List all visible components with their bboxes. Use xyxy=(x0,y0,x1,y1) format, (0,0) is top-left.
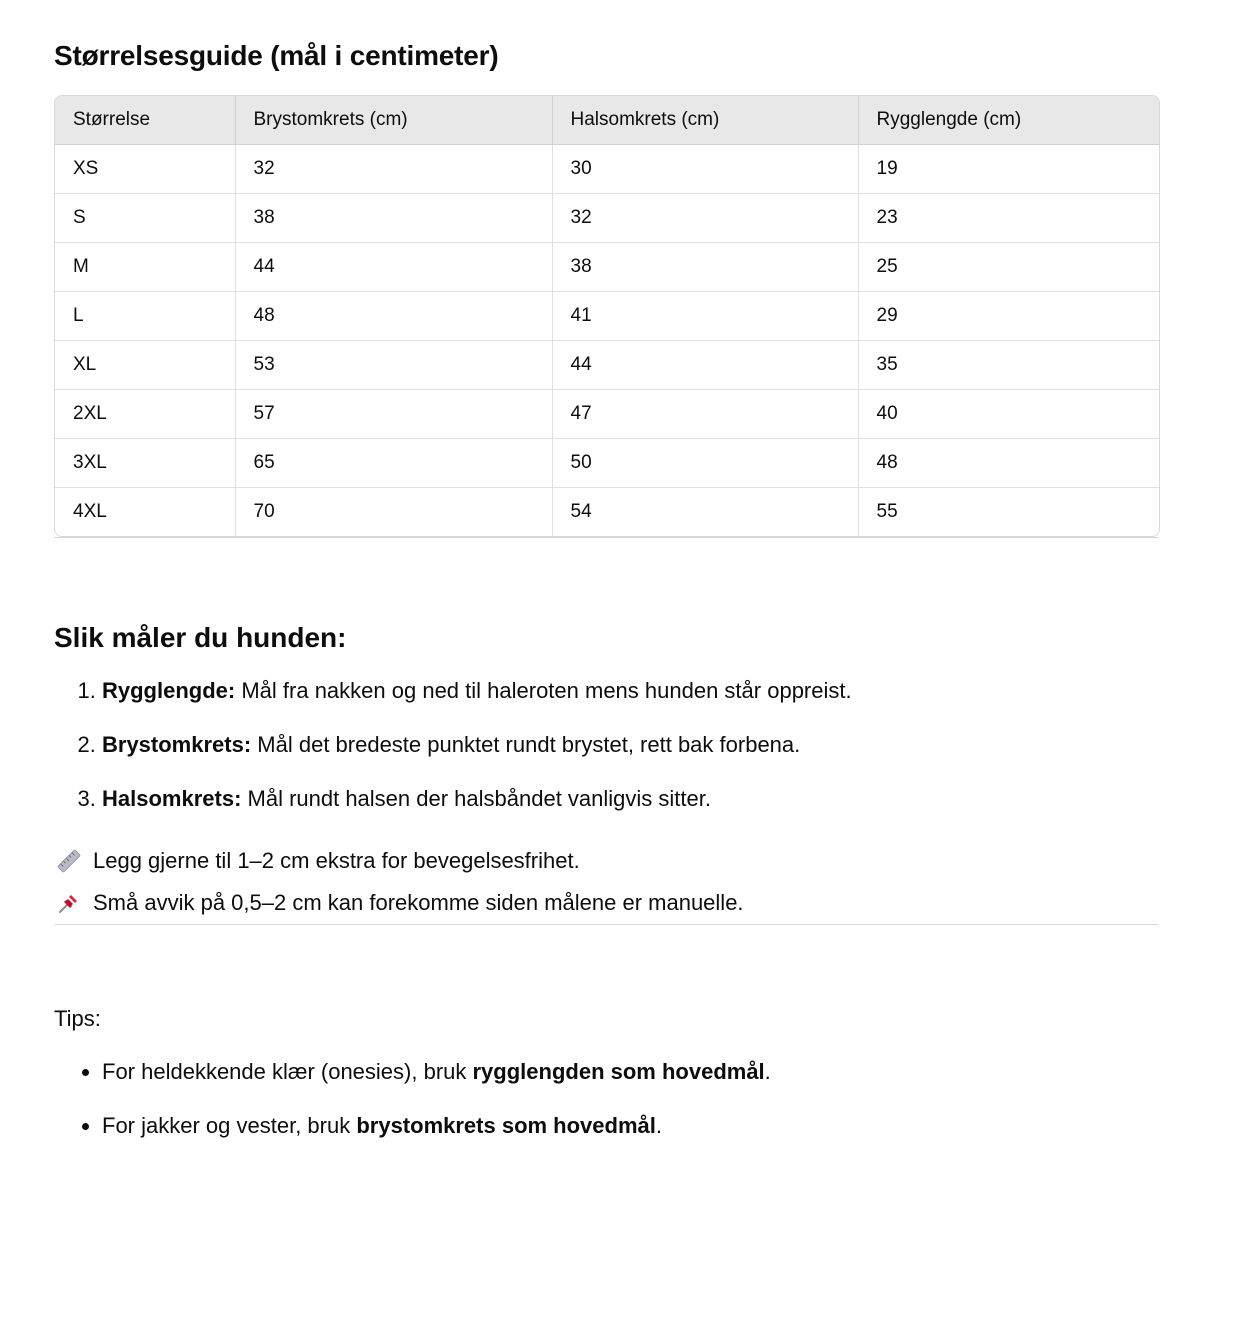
tip-item xyxy=(102,1111,1158,1141)
cell-chest: 44 xyxy=(235,243,552,292)
table-header-row xyxy=(55,96,1159,145)
cell-size: XS xyxy=(55,145,235,194)
cell-neck: 30 xyxy=(552,145,858,194)
step-label: Rygglengde: xyxy=(102,678,236,703)
table-row xyxy=(55,439,1159,488)
cell-size: 3XL xyxy=(55,439,235,488)
step-text: Mål fra nakken og ned til haleroten mens hunden står oppreist. xyxy=(235,678,852,703)
tip-emphasis: brystomkrets som hovedmål xyxy=(356,1113,656,1138)
cell-size: 2XL xyxy=(55,390,235,439)
cell-size: 4XL xyxy=(55,488,235,537)
header-neck: Halsomkrets (cm) xyxy=(552,96,858,145)
header-size: Størrelse xyxy=(55,96,235,145)
cell-size: L xyxy=(55,292,235,341)
measure-step xyxy=(102,676,1158,706)
measure-steps-list xyxy=(54,676,1158,814)
measure-step xyxy=(102,784,1158,814)
cell-neck: 54 xyxy=(552,488,858,537)
table-row xyxy=(55,488,1159,537)
table-row xyxy=(55,292,1159,341)
size-table xyxy=(55,96,1159,536)
tip-emphasis: rygglengden som hovedmål xyxy=(472,1059,765,1084)
page-title: Størrelsesguide (mål i centimeter) xyxy=(54,40,499,71)
table-row xyxy=(55,194,1159,243)
note-text: Legg gjerne til 1–2 cm ekstra for bevegelsesfrihet. xyxy=(93,848,580,873)
tips-label: Tips: xyxy=(54,1006,101,1031)
table-row xyxy=(55,243,1159,292)
step-text: Mål det bredeste punktet rundt brystet, rett bak forbena. xyxy=(251,732,801,757)
header-back-length: Rygglengde (cm) xyxy=(858,96,1159,145)
cell-chest: 38 xyxy=(235,194,552,243)
table-row xyxy=(55,390,1159,439)
cell-neck: 32 xyxy=(552,194,858,243)
measure-heading: Slik måler du hunden: xyxy=(54,622,347,653)
cell-back-length: 19 xyxy=(858,145,1159,194)
tip-text: For jakker og vester, bruk xyxy=(102,1113,357,1138)
step-text: Mål rundt halsen der halsbåndet vanligvis sitter. xyxy=(241,786,711,811)
cell-back-length: 55 xyxy=(876,501,898,522)
cell-back-length: 25 xyxy=(858,243,1159,292)
cell-chest: 65 xyxy=(235,439,552,488)
cell-neck: 38 xyxy=(552,243,858,292)
cell-size: S xyxy=(55,194,235,243)
cell-back-length: 29 xyxy=(858,292,1159,341)
cell-chest: 53 xyxy=(235,341,552,390)
divider xyxy=(54,924,1158,925)
size-table-container xyxy=(54,95,1160,537)
tip-text: For heldekkende klær (onesies), bruk xyxy=(102,1059,473,1084)
cell-chest: 32 xyxy=(235,145,552,194)
table-row xyxy=(55,341,1159,390)
cell-chest: 57 xyxy=(235,390,552,439)
header-chest: Brystomkrets (cm) xyxy=(235,96,552,145)
cell-neck: 41 xyxy=(552,292,858,341)
cell-neck: 50 xyxy=(552,439,858,488)
divider xyxy=(54,537,1158,538)
cell-neck: 44 xyxy=(552,341,858,390)
step-label: Halsomkrets: xyxy=(102,786,242,811)
table-row xyxy=(55,145,1159,194)
measure-step xyxy=(102,730,1158,760)
cell-chest: 70 xyxy=(235,488,552,537)
cell-size: XL xyxy=(55,341,235,390)
note-item xyxy=(54,840,1158,882)
note-text: Små avvik på 0,5–2 cm kan forekomme siden målene er manuelle. xyxy=(93,890,744,915)
cell-neck: 47 xyxy=(552,390,858,439)
tips-list xyxy=(54,1057,1158,1141)
cell-back-length: 35 xyxy=(858,341,1159,390)
notes xyxy=(54,840,1158,924)
cell-size: M xyxy=(55,243,235,292)
cell-back-length: 40 xyxy=(858,390,1159,439)
note-item xyxy=(54,882,1158,924)
cell-back-length: 48 xyxy=(858,439,1159,488)
step-label: Brystomkrets: xyxy=(102,732,252,757)
pushpin-icon xyxy=(54,888,84,918)
cell-back-length: 23 xyxy=(858,194,1159,243)
tip-suffix: . xyxy=(655,1113,662,1138)
tip-suffix: . xyxy=(764,1059,771,1084)
cell-chest: 48 xyxy=(235,292,552,341)
ruler-icon xyxy=(54,846,84,876)
tip-item xyxy=(102,1057,1158,1087)
